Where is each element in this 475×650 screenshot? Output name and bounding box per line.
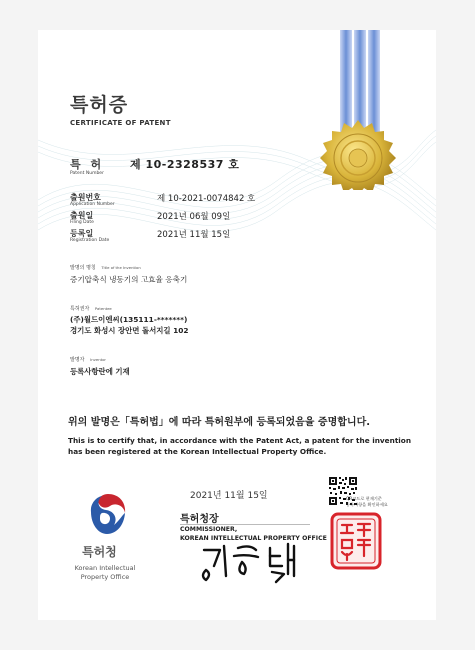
patentee-label-en: Patentee [94,306,112,311]
commissioner-en-line2: KOREAN INTELLECTUAL PROPERTY OFFICE [180,534,327,542]
kipo-logo-icon [88,492,128,536]
filing-date-label-en: Filing Date [70,220,94,225]
inventor-value: 등록사항란에 기재 [70,367,130,376]
registration-date-value: 2021년 11월 15일 [157,230,231,240]
qr-note-line2: 등록사항을 확인하세요 [346,502,388,507]
kipo-logo-name: 특허청 [82,545,117,559]
official-red-seal [330,512,382,570]
kipo-logo-name-en [66,564,144,582]
kipo-logo-en-line2: Property Office [80,573,130,581]
commissioner-en-line1: COMMISSIONER, [180,526,238,533]
application-number-value: 제 10-2021-0074842 호 [157,194,256,204]
patentee-label [70,305,112,312]
kipo-logo-en-line1: Korean Intellectual [74,564,136,572]
inventor-label-en: Inventor [90,357,106,362]
patentee-label-ko: 특허권자 [70,306,90,312]
patent-number-value: 제 10-2328537 호 [130,158,240,171]
certification-text-en: This is to certify that, in accordance with the Patent Act, a patent for the invention has been registered at the Korean Intellectual Property Office. [68,436,412,456]
certification-text-ko: 위의 발명은「특허법」에 따라 특허원부에 등록되었음을 증명합니다. [68,417,371,428]
qr-note-line1: QR코드로 현재기준 [346,496,382,501]
gold-seal-ribbon [300,30,420,190]
patent-number-label: 특 허 [70,158,105,171]
certificate-title-en: CERTIFICATE OF PATENT [70,119,171,127]
commissioner-divider [180,524,310,525]
certificate-title: 특허증 [70,94,129,116]
patentee-name: (주)월드이엔씨(135111-*******) [70,315,188,324]
application-number-label: 출원번호 [70,193,101,202]
registration-date-label-en: Registration Date [70,238,110,243]
invention-title-value: 증기압축식 냉동기의 고효율 응축기 [70,275,188,284]
invention-title-label [70,264,141,271]
qr-note [346,496,410,508]
filing-date-label: 출원일 [70,211,94,220]
filing-date-value: 2021년 06월 09일 [157,212,231,222]
inventor-label-ko: 발명자 [70,357,85,363]
patent-number-label-en: Patent Number [70,171,104,176]
patentee-address: 경기도 화성시 장안면 돌서지길 102 [70,326,189,335]
certificate-paper [38,30,436,620]
invention-title-label-ko: 발명의 명칭 [70,265,96,271]
commissioner-title-ko: 특허청장 [180,514,219,525]
inventor-label [70,356,106,363]
registration-date-label: 등록일 [70,229,94,238]
commissioner-signature [198,540,308,586]
issue-date: 2021년 11월 15일 [190,491,268,501]
application-number-label-en: Application Number [70,202,115,207]
invention-title-label-en: Title of the Invention [101,265,141,270]
